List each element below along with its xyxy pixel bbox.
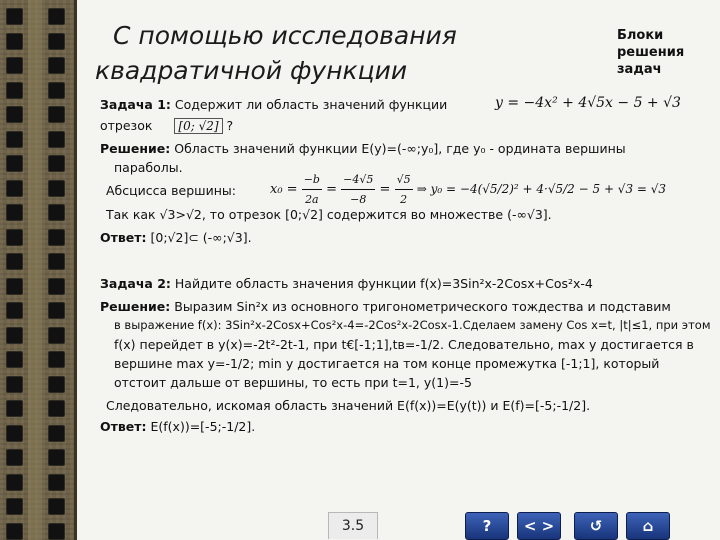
fraction-1-num: −b	[302, 170, 322, 190]
fraction-2-den: −8	[350, 193, 367, 206]
sprocket-hole	[48, 327, 65, 344]
task1-function-formula: y = −4x² + 4√5x − 5 + √3	[495, 95, 681, 111]
task2-answer	[100, 417, 255, 436]
sprocket-hole	[48, 8, 65, 25]
task1-answer-value: [0;√2]⊂ (-∞;√3].	[150, 230, 252, 245]
section-tag	[617, 27, 707, 78]
sprocket-hole	[48, 131, 65, 148]
sprocket-hole	[48, 498, 65, 515]
prev-next-button[interactable]	[517, 512, 561, 540]
task1-statement	[100, 95, 447, 114]
y0-formula: ⇒ y₀ = −4(√5/2)² + 4·√5/2 − 5 + √3 = √3	[416, 182, 667, 196]
sprocket-hole	[48, 204, 65, 221]
sprocket-hole	[6, 33, 23, 50]
tag-line-3: задач	[617, 62, 662, 77]
task2-line3: f(x) перейдет в y(x)=-2t²-2t-1, при t€[-1;1],tв=-1/2. Следовательно, max y достигается в	[114, 337, 694, 352]
task1-answer-label: Ответ:	[100, 230, 147, 245]
sprocket-hole	[6, 400, 23, 417]
sprocket-hole	[6, 155, 23, 172]
task1-since: Так как √3>√2, то отрезок [0;√2] содержится во множестве (-∞√3].	[106, 207, 552, 222]
page-number: 3.5	[328, 512, 378, 539]
sprocket-hole	[48, 376, 65, 393]
sprocket-hole	[6, 131, 23, 148]
segment-question: ?	[226, 118, 234, 133]
equals-1: =	[326, 182, 338, 197]
segment-word: отрезок	[100, 118, 153, 133]
return-button[interactable]	[574, 512, 618, 540]
task2-answer-label: Ответ:	[100, 419, 147, 434]
sprocket-hole	[48, 351, 65, 368]
sprocket-hole	[48, 449, 65, 466]
home-button[interactable]	[626, 512, 670, 540]
sprocket-hole	[6, 229, 23, 246]
sprocket-hole	[6, 327, 23, 344]
sprocket-hole	[6, 449, 23, 466]
strip-holes-right	[48, 0, 66, 540]
sprocket-hole	[48, 155, 65, 172]
task1-solution-cont: параболы.	[114, 160, 183, 175]
home-icon: ⌂	[642, 517, 654, 535]
sprocket-hole	[6, 278, 23, 295]
fraction-3	[395, 170, 413, 209]
sprocket-hole	[48, 82, 65, 99]
tag-line-2: решения	[617, 45, 685, 60]
fraction-1-den: 2a	[305, 193, 319, 206]
task1-solution-label: Решение:	[100, 141, 171, 156]
fraction-3-num: √5	[395, 170, 413, 190]
sprocket-hole	[6, 425, 23, 442]
slide-title	[95, 18, 485, 88]
task2-text: Найдите область значения функции f(x)=3Sin²x-2Cosx+Cos²x-4	[174, 276, 593, 291]
task1-vertex-formula	[270, 170, 666, 209]
sprocket-hole	[48, 523, 65, 540]
sprocket-hole	[6, 82, 23, 99]
sprocket-hole	[48, 57, 65, 74]
sprocket-hole	[48, 302, 65, 319]
task2-line4: вершине max y=-1/2; min y достигается на том конце промежутка [-1;1], который	[114, 356, 660, 371]
sprocket-hole	[6, 523, 23, 540]
fraction-3-den: 2	[400, 193, 408, 206]
title-line-2: квадратичной функции	[95, 56, 408, 85]
sprocket-hole	[48, 253, 65, 270]
arrows-icon: < >	[523, 517, 555, 535]
sprocket-hole	[48, 180, 65, 197]
sprocket-hole	[48, 106, 65, 123]
sprocket-hole	[48, 278, 65, 295]
task2-solution-label: Решение:	[100, 299, 171, 314]
sprocket-hole	[6, 302, 23, 319]
task1-text: Содержит ли область значений функции	[174, 97, 448, 112]
return-icon: ↺	[589, 517, 603, 535]
sprocket-hole	[6, 204, 23, 221]
fraction-1	[302, 170, 322, 209]
task1-abscissa-label: Абсцисса вершины:	[106, 183, 236, 198]
task1-answer	[100, 228, 252, 247]
task1-solution-text: Область значений функции E(y)=(-∞;y₀], где y₀ - ордината вершины	[174, 141, 626, 156]
task1-label: Задача 1:	[100, 97, 171, 112]
task2-label: Задача 2:	[100, 276, 171, 291]
task2-statement	[100, 274, 593, 293]
task1-segment-line	[100, 116, 233, 136]
task1-solution	[100, 139, 626, 158]
help-icon: ?	[482, 517, 492, 535]
help-button[interactable]	[465, 512, 509, 540]
sprocket-hole	[6, 180, 23, 197]
title-line-1: С помощью исследования	[113, 21, 457, 50]
task2-line2: в выражение f(x): 3Sin²x-2Cosx+Cos²x-4=-2Cos²x-2Cosx-1.Сделаем замену Cos x=t, |t|≤1, при этом	[114, 318, 711, 332]
equals-2: =	[379, 182, 391, 197]
x0-symbol: x₀ =	[270, 182, 298, 197]
task2-conclusion: Следовательно, искомая область значений E(f(x))=E(y(t)) и E(f)=[-5;-1/2].	[106, 398, 591, 413]
sprocket-hole	[6, 351, 23, 368]
task2-answer-value: E(f(x))=[-5;-1/2].	[150, 419, 256, 434]
tag-line-1: Блоки	[617, 28, 664, 43]
sprocket-hole	[6, 376, 23, 393]
film-strip-decoration	[0, 0, 77, 540]
strip-spine	[28, 0, 42, 540]
sprocket-hole	[48, 425, 65, 442]
sprocket-hole	[48, 33, 65, 50]
strip-holes-left	[6, 0, 24, 540]
sprocket-hole	[6, 106, 23, 123]
sprocket-hole	[6, 57, 23, 74]
sprocket-hole	[6, 474, 23, 491]
task2-solution-line1	[100, 297, 671, 316]
sprocket-hole	[6, 498, 23, 515]
sprocket-hole	[6, 8, 23, 25]
fraction-2	[341, 170, 375, 209]
sprocket-hole	[6, 253, 23, 270]
task2-line1: Выразим Sin²x из основного тригонометрического тождества и подставим	[174, 299, 671, 314]
sprocket-hole	[48, 400, 65, 417]
task2-line5: отстоит дальше от вершины, то есть при t=1, y(1)=-5	[114, 375, 472, 390]
fraction-2-num: −4√5	[341, 170, 375, 190]
sprocket-hole	[48, 229, 65, 246]
sprocket-hole	[48, 474, 65, 491]
segment-formula: [0; √2]	[174, 118, 222, 134]
